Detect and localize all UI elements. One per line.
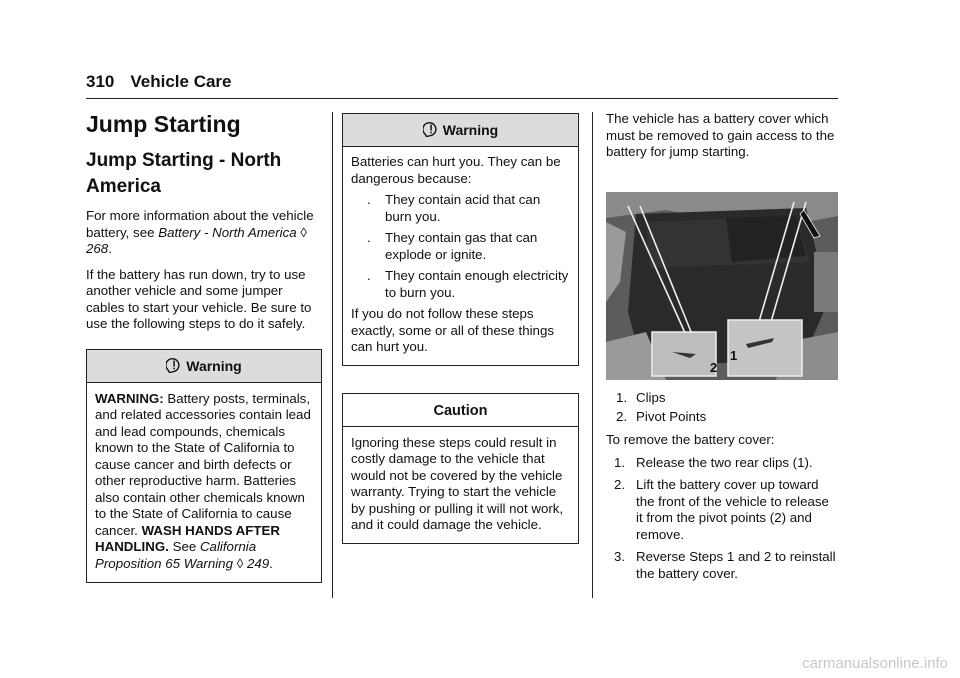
warning-outro: If you do not follow these steps exactly, some or all of these things can hurt you. xyxy=(351,306,554,354)
page-number: 310 xyxy=(86,72,115,91)
legend-item: 1. Clips xyxy=(616,390,666,405)
section-heading: Jump Starting xyxy=(86,111,241,137)
battery-cover-figure xyxy=(606,192,838,380)
step-item: 2. Lift the battery cover up toward the front of the vehicle to release it from the pivot points (2) and remove. xyxy=(614,477,829,542)
page-ref-arrow-icon: ◊ xyxy=(300,224,307,240)
paragraph-battery-info: For more information about the vehicle battery, see Battery - North America ◊ 268. xyxy=(86,208,314,256)
warning-header: Warning xyxy=(87,350,321,383)
step-item: 1. Release the two rear clips (1). xyxy=(614,454,813,470)
figure-callout-2: 2 xyxy=(710,360,718,375)
caution-header: Caution xyxy=(343,394,578,427)
subsection-heading: Jump Starting - North America xyxy=(86,150,282,197)
list-item: . They contain gas that can explode or ignite. xyxy=(367,230,538,262)
warning-box-battery xyxy=(342,113,579,366)
battery-reference-link[interactable]: Battery - North America xyxy=(158,224,297,240)
page-header xyxy=(86,72,232,92)
header-rule xyxy=(86,98,838,99)
warning-header: Warning xyxy=(343,114,578,147)
column-divider-1 xyxy=(332,112,333,598)
warning-icon xyxy=(423,121,439,137)
column-2 xyxy=(342,113,579,544)
engine-bay-illustration xyxy=(606,192,838,380)
list-item: . They contain enough electricity to burn you. xyxy=(367,268,569,300)
column-3-text xyxy=(606,390,838,582)
warning-box-prop65 xyxy=(86,349,322,584)
caution-box xyxy=(342,393,579,544)
cover-intro: The vehicle has a battery cover which must be removed to gain access to the battery for jump starting. xyxy=(606,111,835,159)
column-1 xyxy=(86,110,322,583)
prop65-reference-link[interactable]: California Proposition 65 Warning xyxy=(95,539,257,571)
warning-icon xyxy=(166,357,182,373)
remove-intro: To remove the battery cover: xyxy=(606,432,775,447)
paragraph-jump-intro: If the battery has run down, try to use another vehicle and some jumper cables to start your vehicle. Be sure to use the following steps to do it safely. xyxy=(86,266,312,331)
figure-callout-1: 1 xyxy=(730,348,738,363)
warning-intro: Batteries can hurt you. They can be dangerous because: xyxy=(351,154,561,186)
legend-item: 2. Pivot Points xyxy=(616,408,707,424)
list-item: . They contain acid that can burn you. xyxy=(367,192,541,224)
column-divider-2 xyxy=(592,112,593,598)
page-ref-arrow-icon: ◊ xyxy=(236,555,244,571)
section-title: Vehicle Care xyxy=(130,72,232,91)
step-item: 3. Reverse Steps 1 and 2 to reinstall the battery cover. xyxy=(614,549,836,581)
watermark: carmanualsonline.info xyxy=(802,655,948,672)
warning-body xyxy=(343,147,578,365)
warning-body: WARNING: Battery posts, terminals, and related accessories contain lead and lead compounds, chemicals known to the State of California to cause cancer and birth defects or other reproductive harm. Batteries also contain other chemicals known to the State of California to cause cancer. WASH HANDS AFTER HANDLING. See California Proposition 65 Warning ◊ 249. xyxy=(95,390,311,571)
caution-body: Ignoring these steps could result in costly damage to the vehicle that would not be covered by the vehicle warranty. Trying to start the vehicle by pushing or pulling it will not work, and it could damage the vehicle. xyxy=(351,434,564,532)
